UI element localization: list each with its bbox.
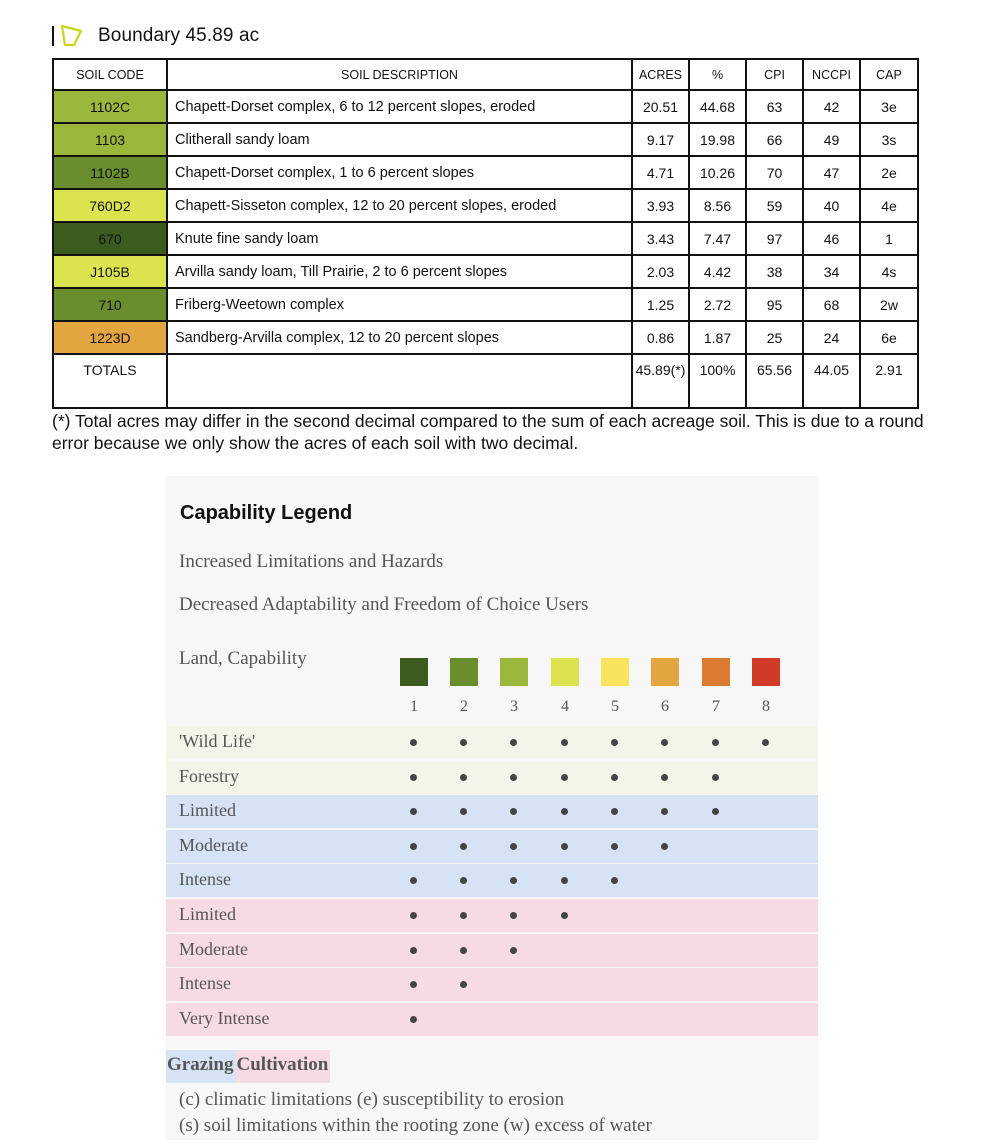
class-8-swatch: [752, 658, 780, 686]
capability-dot: [661, 843, 668, 850]
legend-row-header: Land, Capability: [179, 648, 307, 669]
soil-table-header: [53, 59, 918, 90]
soil-description-cell: Clitherall sandy loam: [167, 123, 632, 156]
capability-dot: [712, 739, 719, 746]
cpi-cell: 97: [746, 222, 803, 255]
nccpi-cell: 34: [803, 255, 860, 288]
totals-acres: 45.89(*): [632, 354, 689, 408]
capability-dot: [712, 808, 719, 815]
soil-code-cell: 710: [53, 288, 167, 321]
legend-row-cultivation: [166, 1003, 818, 1036]
cpi-cell: 38: [746, 255, 803, 288]
legend-row-cultivation: [166, 934, 818, 967]
percent-cell: 2.72: [689, 288, 746, 321]
cap-cell: 1: [860, 222, 918, 255]
capability-dot: [611, 843, 618, 850]
percent-cell: 19.98: [689, 123, 746, 156]
soil-code-cell: 1223D: [53, 321, 167, 354]
acres-cell: 20.51: [632, 90, 689, 123]
percent-cell: 1.87: [689, 321, 746, 354]
capability-dot: [410, 981, 417, 988]
capability-dot: [460, 947, 467, 954]
capability-dot: [460, 808, 467, 815]
nccpi-cell: 49: [803, 123, 860, 156]
class-6-swatch: [651, 658, 679, 686]
legend-row-label: Moderate: [179, 834, 248, 855]
totals-cap: 2.91: [860, 354, 918, 408]
soil-description-cell: Chapett-Dorset complex, 6 to 12 percent slopes, eroded: [167, 90, 632, 123]
cpi-cell: 70: [746, 156, 803, 189]
capability-dot: [410, 843, 417, 850]
polygon-boundary-icon: [60, 24, 84, 48]
soil-row: [53, 156, 918, 189]
soil-description-cell: Friberg-Weetown complex: [167, 288, 632, 321]
soil-row: [53, 321, 918, 354]
capability-legend: [166, 476, 818, 1140]
nccpi-cell: 46: [803, 222, 860, 255]
totals-nccpi: 44.05: [803, 354, 860, 408]
totals-row: [53, 354, 918, 408]
legend-note-soil: (s) soil limitations within the rooting zone (w) excess of water: [179, 1115, 652, 1136]
capability-dot: [510, 877, 517, 884]
class-4-label: 4: [561, 698, 569, 715]
capability-dot: [510, 947, 517, 954]
soil-row: [53, 255, 918, 288]
soil-description-cell: Chapett-Sisseton complex, 12 to 20 percent slopes, eroded: [167, 189, 632, 222]
capability-dot: [561, 739, 568, 746]
acres-cell: 3.43: [632, 222, 689, 255]
capability-dot: [460, 912, 467, 919]
acres-cell: 2.03: [632, 255, 689, 288]
acres-cell: 1.25: [632, 288, 689, 321]
class-3-label: 3: [510, 698, 518, 715]
legend-row-label: Forestry: [179, 765, 239, 786]
legend-row-grazing: [166, 830, 818, 863]
capability-dot: [611, 877, 618, 884]
capability-dot: [410, 912, 417, 919]
capability-dot: [611, 808, 618, 815]
soil-description-cell: Chapett-Dorset complex, 1 to 6 percent slopes: [167, 156, 632, 189]
cpi-cell: 95: [746, 288, 803, 321]
legend-row-grazing: [166, 864, 818, 897]
soil-row: [53, 90, 918, 123]
cap-cell: 4e: [860, 189, 918, 222]
capability-dot: [460, 739, 467, 746]
capability-dot: [410, 1016, 417, 1023]
legend-row-label: Very Intense: [179, 1007, 270, 1028]
capability-dot: [410, 739, 417, 746]
legend-row-label: Intense: [179, 973, 231, 994]
capability-dot: [561, 774, 568, 781]
soil-row: [53, 288, 918, 321]
capability-dot: [661, 774, 668, 781]
acreage-footnote: (*) Total acres may differ in the second decimal compared to the sum of each acreage soil. This is due to a round error because we only show the acres of each soil with two decimal.: [52, 411, 924, 453]
legend-row-label: Moderate: [179, 938, 248, 959]
legend-row-wildlife: [166, 726, 818, 759]
capability-dot: [460, 981, 467, 988]
percent-cell: 10.26: [689, 156, 746, 189]
class-1-swatch: [400, 658, 428, 686]
percent-cell: 4.42: [689, 255, 746, 288]
soil-code-cell: 1102C: [53, 90, 167, 123]
legend-row-label: Intense: [179, 869, 231, 890]
capability-dot: [510, 774, 517, 781]
totals-cpi: 65.56: [746, 354, 803, 408]
legend-row-cultivation: [166, 968, 818, 1001]
cap-cell: 2w: [860, 288, 918, 321]
capability-dot: [712, 774, 719, 781]
capability-dot: [762, 739, 769, 746]
class-2-label: 2: [460, 698, 468, 715]
col-percent: %: [689, 59, 746, 90]
percent-cell: 8.56: [689, 189, 746, 222]
class-5-swatch: [601, 658, 629, 686]
soil-code-cell: 1102B: [53, 156, 167, 189]
boundary-header: [52, 22, 259, 50]
legend-limitations-line: Increased Limitations and Hazards: [179, 551, 444, 572]
acres-cell: 9.17: [632, 123, 689, 156]
col-soil-code: SOIL CODE: [53, 59, 167, 90]
class-7-swatch: [702, 658, 730, 686]
class-5-label: 5: [611, 698, 619, 715]
acres-cell: 0.86: [632, 321, 689, 354]
cap-cell: 3s: [860, 123, 918, 156]
percent-cell: 7.47: [689, 222, 746, 255]
soil-code-cell: 760D2: [53, 189, 167, 222]
class-7-label: 7: [712, 698, 720, 715]
nccpi-cell: 47: [803, 156, 860, 189]
acres-cell: 4.71: [632, 156, 689, 189]
soil-description-cell: Knute fine sandy loam: [167, 222, 632, 255]
col-acres: ACRES: [632, 59, 689, 90]
class-8-label: 8: [762, 698, 770, 715]
soil-description-cell: Arvilla sandy loam, Till Prairie, 2 to 6 percent slopes: [167, 255, 632, 288]
legend-adaptability-line: Decreased Adaptability and Freedom of Choice Users: [179, 594, 589, 615]
capability-dot: [410, 947, 417, 954]
soil-code-cell: 1103: [53, 123, 167, 156]
class-4-swatch: [551, 658, 579, 686]
boundary-title: Boundary 45.89 ac: [98, 25, 260, 46]
capability-dot: [611, 774, 618, 781]
class-2-swatch: [450, 658, 478, 686]
nccpi-cell: 42: [803, 90, 860, 123]
legend-note-climatic: (c) climatic limitations (e) susceptibility to erosion: [179, 1089, 565, 1110]
cap-cell: 4s: [860, 255, 918, 288]
totals-blank: [167, 354, 632, 408]
soil-table: [52, 58, 919, 409]
capability-dot: [410, 808, 417, 815]
cpi-cell: 63: [746, 90, 803, 123]
capability-dot: [510, 739, 517, 746]
class-6-label: 6: [661, 698, 669, 715]
legend-row-label: Limited: [179, 904, 236, 924]
capability-dot: [611, 739, 618, 746]
capability-dot: [561, 843, 568, 850]
legend-row-grazing: [166, 795, 818, 828]
cap-cell: 3e: [860, 90, 918, 123]
capability-dot: [410, 877, 417, 884]
nccpi-cell: 24: [803, 321, 860, 354]
legend-tags: [166, 1050, 330, 1083]
col-cap: CAP: [860, 59, 918, 90]
legend-title: Capability Legend: [180, 502, 353, 524]
cpi-cell: 25: [746, 321, 803, 354]
class-3-swatch: [500, 658, 528, 686]
legend-row-label: 'Wild Life': [179, 731, 256, 751]
legend-row-cultivation: [166, 899, 818, 932]
totals-label: TOTALS: [53, 354, 167, 408]
soil-description-cell: Sandberg-Arvilla complex, 12 to 20 percent slopes: [167, 321, 632, 354]
capability-dot: [410, 774, 417, 781]
soil-row: [53, 123, 918, 156]
cultivation-tag: Cultivation: [236, 1050, 331, 1083]
capability-dot: [510, 912, 517, 919]
nccpi-cell: 68: [803, 288, 860, 321]
capability-dot: [561, 808, 568, 815]
capability-dot: [460, 774, 467, 781]
percent-cell: 44.68: [689, 90, 746, 123]
totals-percent: 100%: [689, 354, 746, 408]
legend-row-wildlife: [166, 761, 818, 794]
capability-dot: [460, 877, 467, 884]
col-soil-description: SOIL DESCRIPTION: [167, 59, 632, 90]
cap-cell: 2e: [860, 156, 918, 189]
col-cpi: CPI: [746, 59, 803, 90]
capability-dot: [510, 843, 517, 850]
soil-code-cell: 670: [53, 222, 167, 255]
acres-cell: 3.93: [632, 189, 689, 222]
nccpi-cell: 40: [803, 189, 860, 222]
soil-row: [53, 189, 918, 222]
capability-dot: [510, 808, 517, 815]
legend-row-label: Limited: [179, 800, 236, 821]
soil-code-cell: J105B: [53, 255, 167, 288]
capability-dot: [561, 877, 568, 884]
cpi-cell: 59: [746, 189, 803, 222]
capability-dot: [460, 843, 467, 850]
col-nccpi: NCCPI: [803, 59, 860, 90]
capability-dot: [561, 912, 568, 919]
class-1-label: 1: [410, 698, 418, 715]
capability-dot: [661, 739, 668, 746]
cpi-cell: 66: [746, 123, 803, 156]
soil-row: [53, 222, 918, 255]
capability-dot: [661, 808, 668, 815]
legend-notes: [179, 1087, 652, 1139]
grazing-tag: Grazing: [166, 1050, 236, 1083]
cap-cell: 6e: [860, 321, 918, 354]
text-cursor-bar: [52, 26, 54, 46]
